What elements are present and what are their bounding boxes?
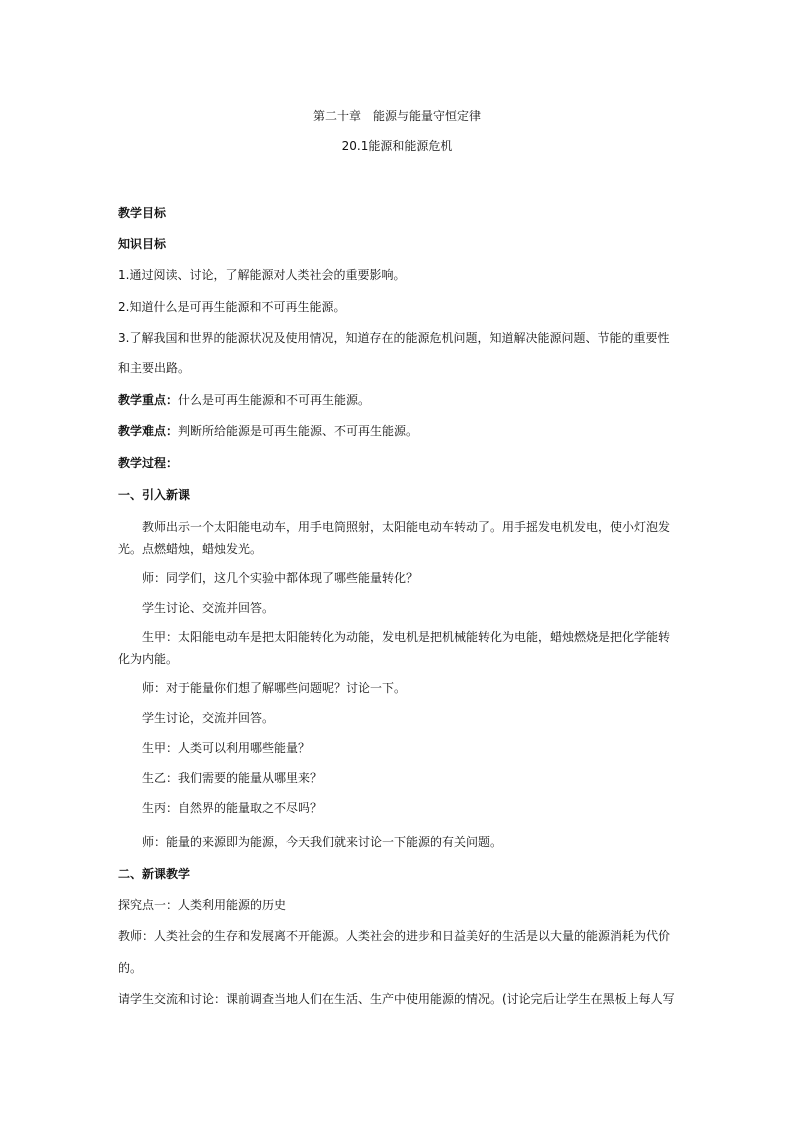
process-heading: 教学过程： <box>118 456 179 470</box>
part1-heading: 一、引入新课 <box>118 488 191 502</box>
part1-line-12: 师：能量的来源即为能源，今天我们就来讨论一下能源的有关问题。 <box>142 835 503 849</box>
part1-line-3: 师：同学们，这几个实验中都体现了哪些能量转化？ <box>142 571 419 585</box>
objective-item-1: 1.通过阅读、讨论，了解能源对人类社会的重要影响。 <box>118 268 406 282</box>
section-title: 20.1能源和能源危机 <box>341 139 453 153</box>
part2-line-4: 请学生交流和讨论：课前调查当地人们在生活、生产中使用能源的情况。(讨论完后让学生在黑板上每人写 <box>118 992 675 1006</box>
difficult-points-label: 教学难点： <box>118 424 179 438</box>
part1-line-5: 生甲：太阳能电动车是把太阳能转化为动能，发电机是把机械能转化为电能，蜡烛燃烧是把化学能转 <box>142 630 671 644</box>
part1-line-4: 学生讨论、交流并回答。 <box>142 601 275 615</box>
knowledge-objectives-heading: 知识目标 <box>118 237 167 251</box>
key-points-label: 教学重点： <box>118 393 179 407</box>
part2-line-2: 教师：人类社会的生存和发展离不开能源。人类社会的进步和日益美好的生活是以大量的能源消耗为代价 <box>118 929 671 943</box>
part1-line-6: 化为内能。 <box>118 652 179 666</box>
objective-item-3: 3.了解我国和世界的能源状况及使用情况，知道存在的能源危机问题，知道解决能源问题、节能的重要性 <box>118 331 670 345</box>
key-points-text: 什么是可再生能源和不可再生能源。 <box>178 393 371 407</box>
part1-line-7: 师：对于能量你们想了解哪些问题呢？讨论一下。 <box>142 681 407 695</box>
part1-line-9: 生甲：人类可以利用哪些能量？ <box>142 741 311 755</box>
part2-line-1: 探究点一：人类利用能源的历史 <box>118 898 287 912</box>
part1-line-10: 生乙：我们需要的能量从哪里来？ <box>142 771 323 785</box>
part2-line-3: 的。 <box>118 961 143 975</box>
part2-heading: 二、新课教学 <box>118 867 191 881</box>
chapter-title: 第二十章 能源与能量守恒定律 <box>312 109 481 123</box>
objective-item-2: 2.知道什么是可再生能源和不可再生能源。 <box>118 300 346 314</box>
difficult-points <box>118 423 678 439</box>
difficult-points-text: 判断所给能源是可再生能源、不可再生能源。 <box>178 424 419 438</box>
key-points <box>118 392 678 408</box>
part1-line-1: 教师出示一个太阳能电动车，用手电筒照射，太阳能电动车转动了。用手摇发电机发电，使小灯泡发 <box>142 520 671 534</box>
objective-item-3-continued: 和主要出路。 <box>118 361 191 375</box>
part1-line-8: 学生讨论，交流并回答。 <box>142 711 275 725</box>
part1-line-2: 光。点燃蜡烛，蜡烛发光。 <box>118 542 263 556</box>
objectives-heading: 教学目标 <box>118 206 167 220</box>
part1-line-11: 生丙：自然界的能量取之不尽吗？ <box>142 801 323 815</box>
